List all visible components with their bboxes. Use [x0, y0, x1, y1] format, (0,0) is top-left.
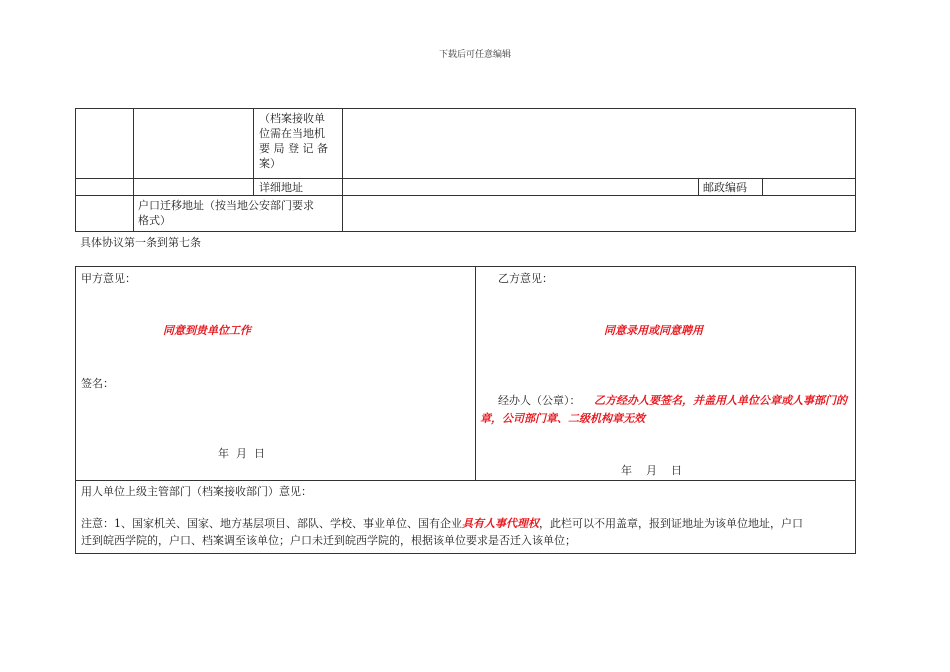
agreement-note: 具体协议第一条到第七条 — [80, 236, 201, 249]
household-address-field[interactable] — [343, 196, 855, 231]
signature-label: 签名： — [81, 377, 114, 390]
note-suffix: ，此栏可以不用盖章，报到证地址为该单位地址，户口 — [539, 517, 803, 530]
party-b-opinion: 同意录用或同意聘用 — [604, 324, 703, 337]
party-b-date: 年 月 日 — [621, 464, 682, 477]
household-address-label — [138, 198, 342, 228]
attention-note — [81, 515, 853, 549]
note-prefix: 注意：1、国家机关、国家、地方基层项目、部队、学校、事业单位、国有企业 — [81, 517, 462, 530]
party-b-label: 乙方意见： — [498, 272, 553, 285]
archive-note-line: 位需在当地机 — [259, 127, 325, 140]
detail-address-field[interactable] — [342, 179, 697, 195]
postal-code-field[interactable] — [763, 179, 855, 195]
party-a-opinion: 同意到贵单位工作 — [163, 324, 251, 337]
party-a-label: 甲方意见： — [81, 272, 136, 285]
handler-label: 经办人（公章）： — [498, 394, 581, 407]
attention-note-line-2: 迁到皖西学院的，户口、档案调至该单位；户口未迁到皖西学院的，根据该单位要求是否迁入该单位； — [81, 534, 576, 547]
attention-note-line-1 — [81, 515, 853, 532]
page-header: 下载后可任意编辑 — [438, 50, 511, 60]
superior-dept-label: 用人单位上级主管部门（档案接收部门）意见： — [81, 485, 312, 498]
archive-note-line: 要 局 登 记 备 — [259, 142, 328, 155]
detail-address-label: 详细地址 — [259, 181, 303, 194]
handler-note-line-2: 章，公司部门章、二级机构章无效 — [480, 412, 645, 425]
party-a-date: 年 月 日 — [218, 447, 265, 460]
handler-note-line-1: 乙方经办人要签名，并盖用人单位公章或人事部门的 — [594, 394, 847, 407]
archive-note — [259, 111, 341, 171]
postal-code-label: 邮政编码 — [703, 181, 747, 194]
household-label-line: 户口迁移地址（按当地公安部门要求 — [138, 199, 314, 212]
archive-note-line: 案） — [259, 157, 281, 170]
household-label-line: 格式） — [138, 214, 171, 227]
archive-note-line: （档案接收单 — [259, 112, 325, 125]
note-emphasis: 具有人事代理权 — [462, 517, 539, 530]
